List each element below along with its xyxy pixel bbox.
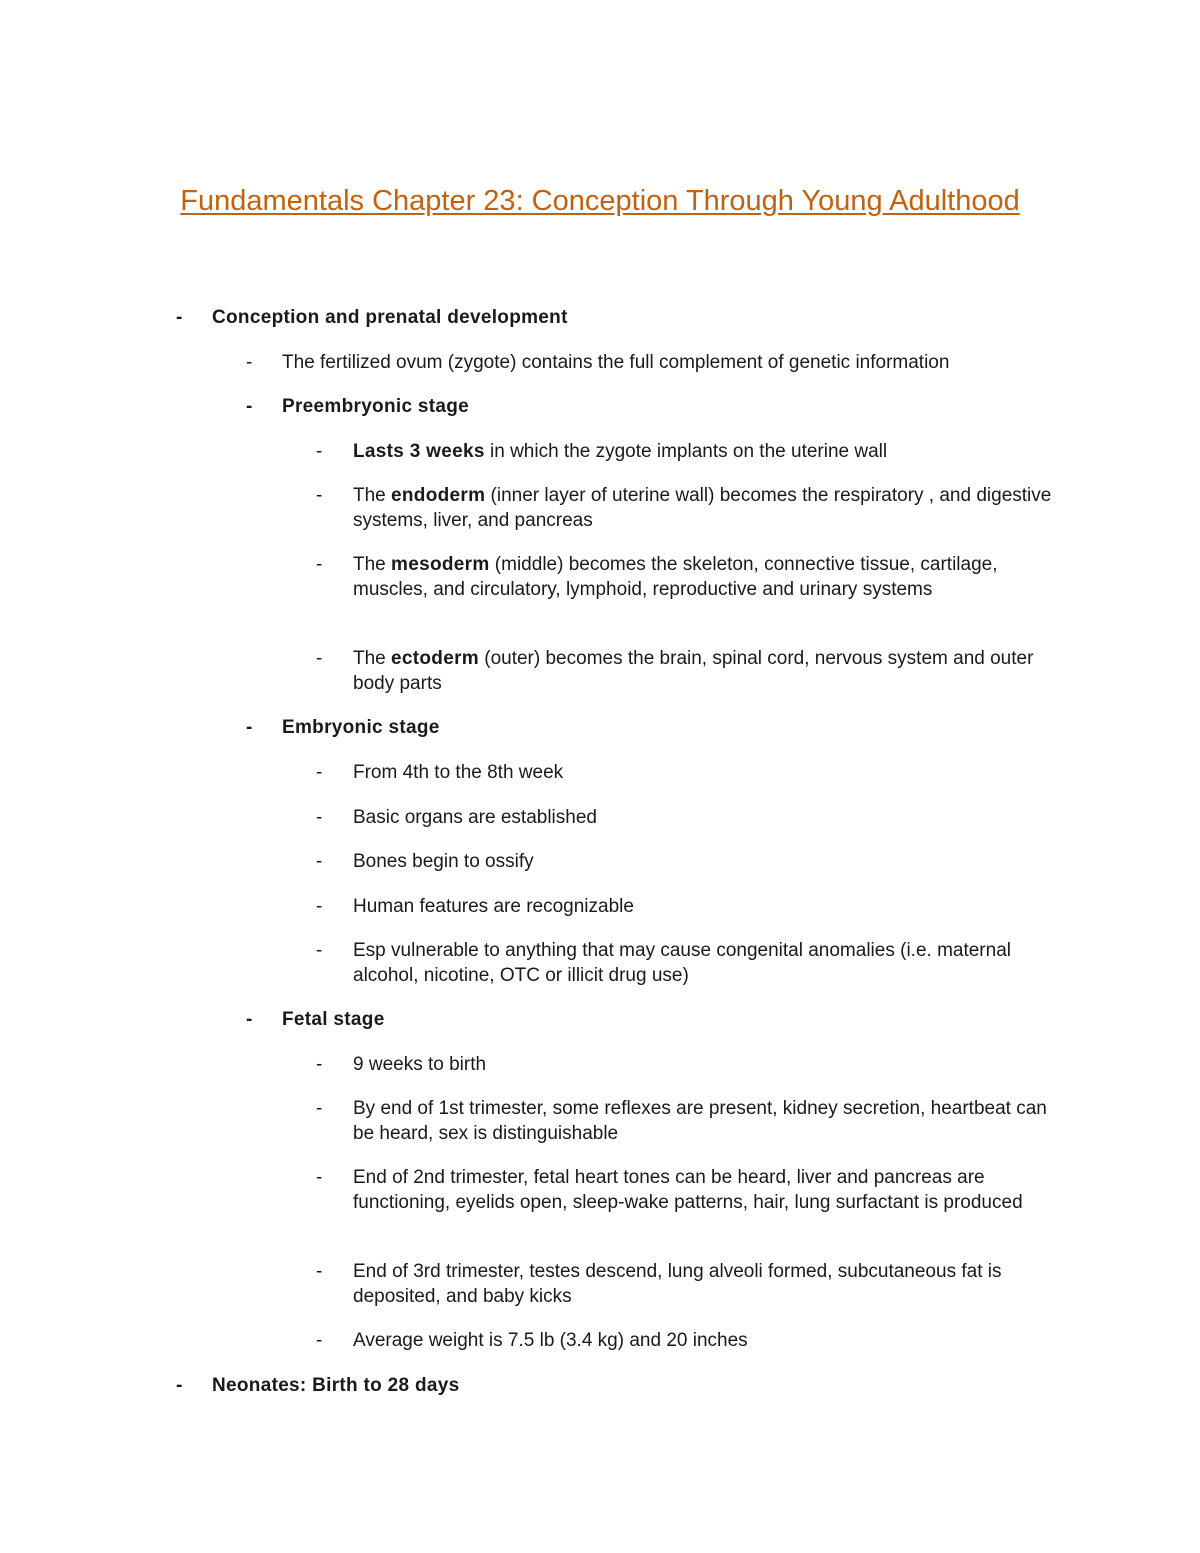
subsection-heading-fetal — [246, 1008, 385, 1033]
section-heading-neonates — [176, 1374, 459, 1399]
bold-term: endoderm — [391, 485, 486, 506]
list-item-text: From 4th to the 8th week — [353, 762, 564, 783]
bullet-dash: - — [176, 307, 183, 328]
bullet-dash: - — [176, 1375, 183, 1396]
subsection-heading-text: Embryonic stage — [282, 717, 440, 738]
list-item-text — [353, 647, 1063, 696]
list-item-text: Average weight is 7.5 lb (3.4 kg) and 20 inches — [353, 1330, 748, 1351]
list-item-text: Human features are recognizable — [353, 896, 634, 917]
bullet-dash: - — [316, 851, 323, 872]
list-item-prefix: The — [353, 648, 392, 669]
bullet-dash: - — [316, 940, 323, 961]
bullet-dash: - — [316, 648, 323, 669]
list-item — [316, 806, 1063, 831]
list-item-text: By end of 1st trimester, some reflexes are present, kidney secretion, heartbeat can be heard, sex is distinguishable — [353, 1098, 1047, 1144]
bullet-dash: - — [316, 485, 323, 506]
bullet-dash: - — [246, 352, 253, 373]
bullet-dash: - — [316, 896, 323, 917]
list-item — [316, 553, 1063, 602]
list-item — [316, 1053, 1063, 1078]
bullet-dash: - — [316, 1330, 323, 1351]
list-item — [316, 484, 1063, 533]
bullet-dash: - — [316, 441, 323, 462]
list-item-text: End of 3rd trimester, testes descend, lung alveoli formed, subcutaneous fat is deposited, and baby kicks — [353, 1261, 1002, 1307]
bold-term: mesoderm — [391, 554, 490, 575]
list-item — [316, 440, 1063, 465]
list-item — [316, 1260, 1063, 1309]
bullet-dash: - — [316, 1261, 323, 1282]
list-item-rest: (outer) becomes the brain, spinal cord, nervous system and outer body parts — [353, 648, 1034, 694]
list-item — [316, 850, 1063, 875]
list-item-rest: in which the zygote implants on the uterine wall — [484, 441, 888, 462]
list-item-text — [353, 553, 1063, 602]
subsection-heading-text: Fetal stage — [282, 1009, 385, 1030]
bullet-dash: - — [246, 717, 253, 738]
bullet-dash: - — [316, 762, 323, 783]
list-item — [246, 351, 949, 376]
bold-term: ectoderm — [391, 648, 479, 669]
list-item — [316, 1097, 1063, 1146]
list-item-prefix: The — [353, 554, 392, 575]
bullet-dash: - — [316, 554, 323, 575]
list-item — [316, 761, 1063, 786]
list-item — [316, 939, 1063, 988]
list-item-text: Bones begin to ossify — [353, 851, 534, 872]
page-title: Fundamentals Chapter 23: Conception Through Young Adulthood — [180, 185, 1020, 217]
list-item — [316, 895, 1063, 920]
subsection-heading-text: Preembryonic stage — [282, 396, 470, 417]
bullet-dash: - — [246, 396, 253, 417]
bullet-dash: - — [316, 807, 323, 828]
list-item-text — [353, 440, 1063, 465]
list-item-prefix: The — [353, 485, 392, 506]
bullet-dash: - — [316, 1054, 323, 1075]
subsection-heading-embryonic — [246, 716, 440, 741]
list-item-text — [353, 484, 1063, 533]
section-heading-conception — [176, 306, 568, 331]
list-item — [316, 1166, 1063, 1215]
list-item-text: Esp vulnerable to anything that may cause congenital anomalies (i.e. maternal alcohol, nicotine, OTC or illicit drug use) — [353, 940, 1011, 986]
list-item-text: Basic organs are established — [353, 807, 597, 828]
section-heading-text: Conception and prenatal development — [212, 307, 568, 328]
list-item — [316, 647, 1063, 696]
bold-term: Lasts 3 weeks — [353, 441, 485, 462]
bullet-dash: - — [316, 1098, 323, 1119]
subsection-heading-preembryonic — [246, 395, 469, 420]
list-item-text: End of 2nd trimester, fetal heart tones can be heard, liver and pancreas are functioning, eyelids open, sleep-wake patterns, hair, lung surfactant is produced — [353, 1167, 1023, 1213]
bullet-dash: - — [316, 1167, 323, 1188]
list-item — [316, 1329, 1063, 1354]
list-item-text: 9 weeks to birth — [353, 1054, 487, 1075]
list-item-text: The fertilized ovum (zygote) contains the full complement of genetic information — [282, 352, 950, 373]
list-item-rest: (inner layer of uterine wall) becomes the respiratory , and digestive systems, liver, and pancreas — [353, 485, 1052, 531]
bullet-dash: - — [246, 1009, 253, 1030]
section-heading-text: Neonates: Birth to 28 days — [212, 1375, 460, 1396]
list-item-rest: (middle) becomes the skeleton, connective tissue, cartilage, muscles, and circulatory, lymphoid, reproductive and urinary systems — [353, 554, 998, 600]
